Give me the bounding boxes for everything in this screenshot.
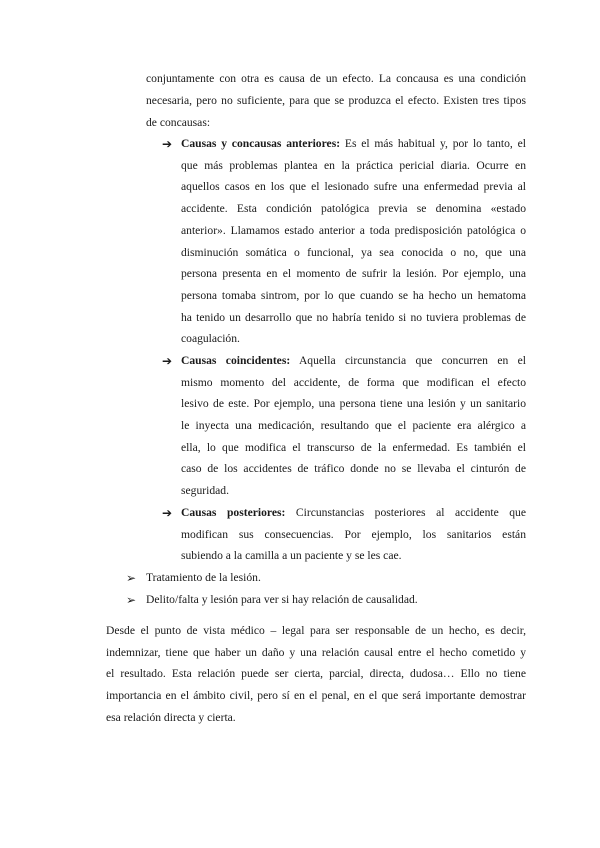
closing-line: Desde el punto de vista médico – legal para ser responsable de un hecho, es decir,: [106, 624, 526, 637]
concausa-line: caso de los accidentes de tráfico donde no se llevaba el cinturón de: [181, 462, 526, 475]
concausa-line: le inyecta una medicación, resultando que el paciente era alérgico a: [181, 419, 526, 432]
concausa-line: coagulación.: [181, 332, 240, 345]
bullet-arrow-icon: ➢: [126, 571, 137, 585]
concausa-line: persona presenta en el momento de sufrir la lesión. Por ejemplo, una: [181, 267, 526, 280]
concausa-line: ella, lo que modifica el transcurso de la enfermedad. Es también el: [181, 441, 526, 454]
concausa-line: accidente. Esta condición patológica previa se denomina «estado: [181, 202, 526, 215]
arrow-icon: ➔: [162, 354, 173, 368]
arrow-icon: ➔: [162, 137, 173, 151]
intro-line: de concausas:: [146, 116, 211, 129]
bullet-item: Delito/falta y lesión para ver si hay relación de causalidad.: [146, 593, 418, 606]
concausa-line: persona tomaba sintrom, por lo que cuando se ha hecho un hematoma: [181, 289, 526, 302]
closing-line: indemnizar, tiene que haber un daño y una relación causal entre el hecho cometido y: [106, 646, 526, 659]
bullet-item: Tratamiento de la lesión.: [146, 571, 261, 584]
concausa-line: lesivo de este. Por ejemplo, una persona tiene una lesión y un sanitario: [181, 397, 526, 410]
concausa-item-first-line: Causas coincidentes: Aquella circunstancia que concurren en el: [181, 354, 526, 367]
closing-line: el resultado. Esta relación puede ser cierta, parcial, directa, dudosa… Ello no tiene: [106, 667, 526, 680]
concausa-title: Causas y concausas anteriores:: [181, 137, 341, 150]
concausa-title: Causas coincidentes:: [181, 354, 291, 367]
concausa-line: aquellos casos en los que el lesionado sufre una enfermedad previa al: [181, 180, 526, 193]
concausa-line: anterior». Llamamos estado anterior a toda predisposición patológica o: [181, 224, 526, 237]
bullet-arrow-icon: ➢: [126, 593, 137, 607]
concausa-line: disminución somática o funcional, ya sea conocida o no, que una: [181, 246, 526, 259]
concausa-line: subiendo a la camilla a un paciente y se les cae.: [181, 549, 402, 562]
concausa-line: modifican sus consecuencias. Por ejemplo, los sanitarios están: [181, 528, 526, 541]
intro-line: necesaria, pero no suficiente, para que se produzca el efecto. Existen tres tipos: [146, 94, 526, 107]
concausa-line: seguridad.: [181, 484, 229, 497]
concausa-item-first-line: Causas y concausas anteriores: Es el más habitual y, por lo tanto, el: [181, 137, 526, 150]
concausa-item-first-line: Causas posteriores: Circunstancias posteriores al accidente que: [181, 506, 527, 519]
closing-line: importancia en el ámbito civil, pero sí en el penal, en el que será importante demostrar: [106, 689, 526, 702]
intro-line: conjuntamente con otra es causa de un efecto. La concausa es una condición: [146, 72, 526, 85]
concausa-line: que más problemas plantea en la práctica pericial diaria. Ocurre en: [181, 159, 526, 172]
concausa-line: ha tenido un desarrollo que no habría tenido si no tuviera problemas de: [181, 311, 526, 324]
concausa-title: Causas posteriores:: [181, 506, 286, 519]
arrow-icon: ➔: [162, 506, 173, 520]
concausa-line: mismo momento del accidente, de forma que modifican el efecto: [181, 376, 526, 389]
closing-line: esa relación directa y cierta.: [106, 711, 236, 724]
